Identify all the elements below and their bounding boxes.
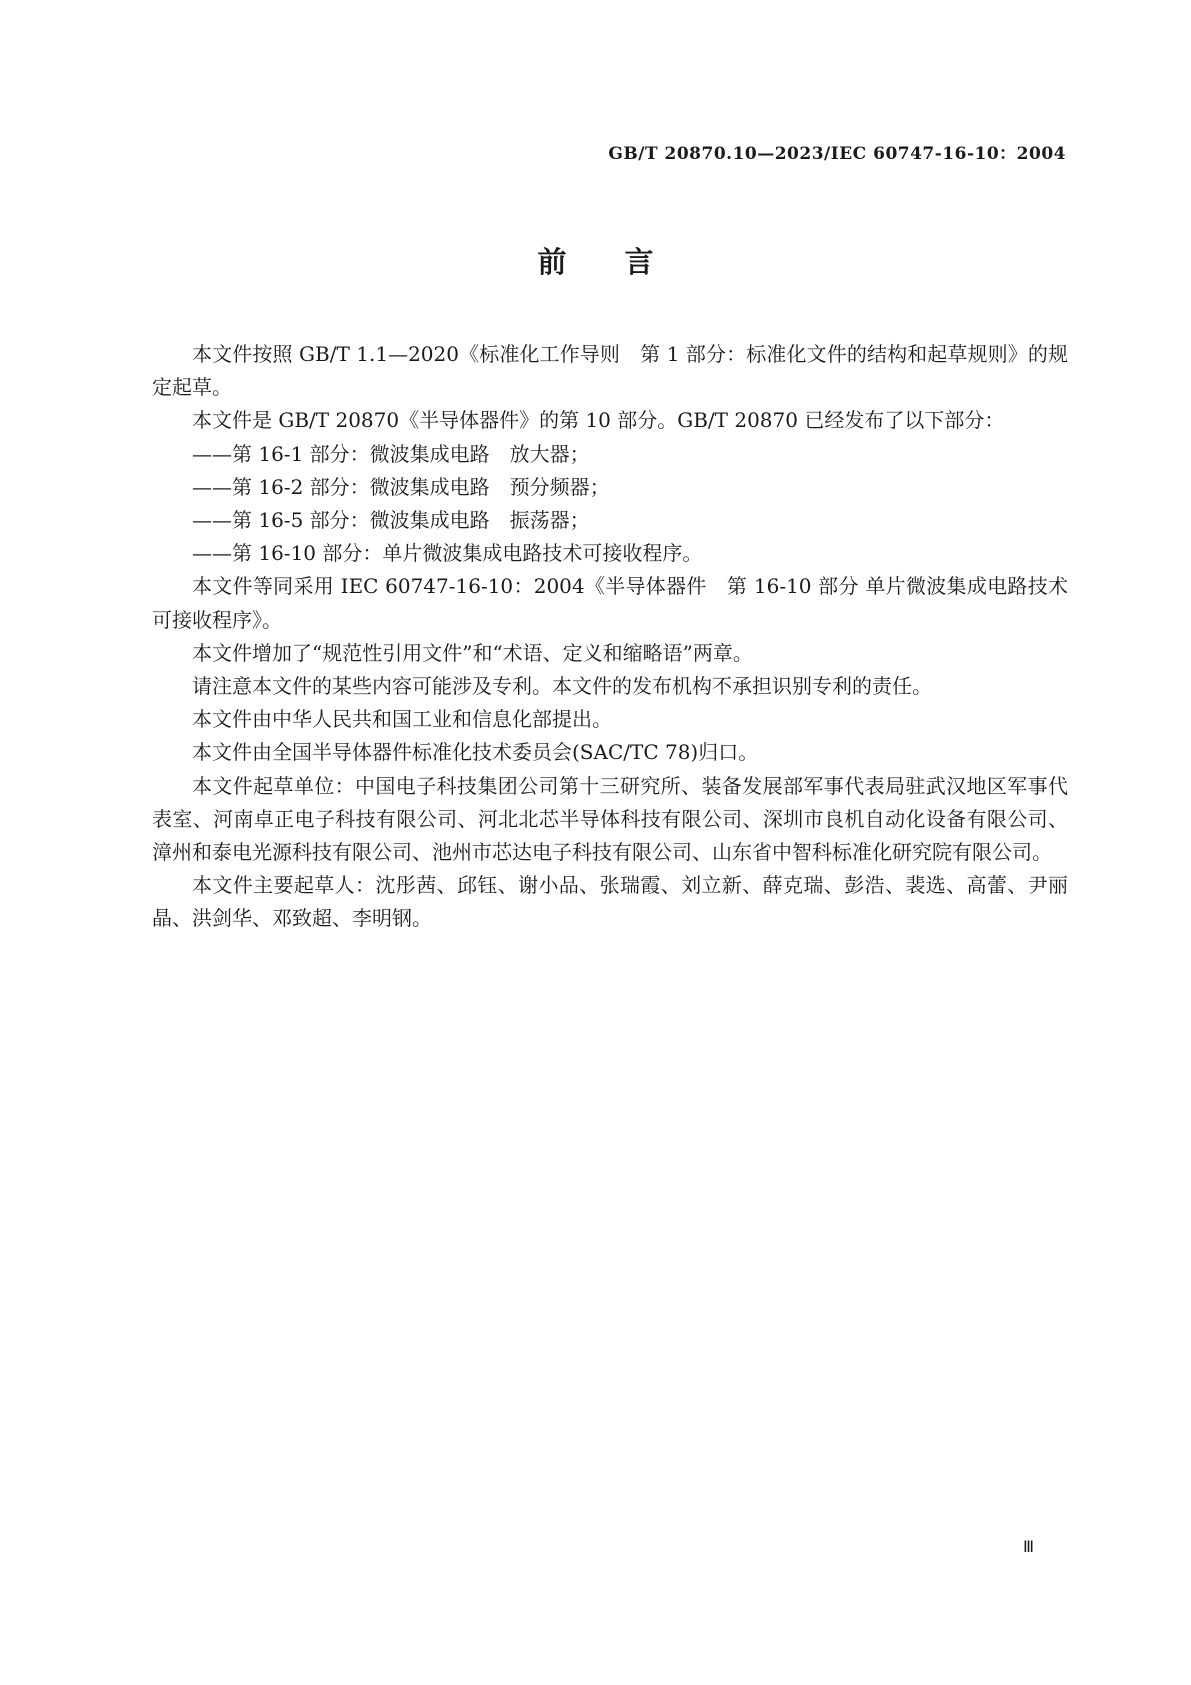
list-item-part-16-10: ——第 16-10 部分：单片微波集成电路技术可接收程序。 (192, 541, 703, 566)
page-title: 前言 (537, 245, 712, 279)
paragraph-patent-notice: 请注意本文件的某些内容可能涉及专利。本文件的发布机构不承担识别专利的责任。 (192, 674, 932, 699)
list-item-part-16-2: ——第 16-2 部分：微波集成电路 预分频器； (192, 474, 610, 499)
paragraph-drafters: 本文件主要起草人：沈彤茜、邱钰、谢小品、张瑞霞、刘立新、薛克瑞、彭浩、裴选、高蕾、尹丽晶、洪剑华、邓致超、李明钢。 (152, 873, 1068, 931)
document-code: GB/T 20870.10—2023/IEC 60747-16-10：2004 (608, 144, 1066, 164)
page-number: Ⅲ (1022, 1539, 1034, 1556)
paragraph-added-chapters: 本文件增加了“规范性引用文件”和“术语、定义和缩略语”两章。 (192, 640, 753, 665)
paragraph-proposer: 本文件由中华人民共和国工业和信息化部提出。 (192, 707, 612, 732)
paragraph-series-intro: 本文件是 GB/T 20870《半导体器件》的第 10 部分。GB/T 20870 已经发布了以下部分： (192, 408, 1005, 433)
list-item-part-16-5: ——第 16-5 部分：微波集成电路 振荡器； (192, 508, 590, 533)
list-item-part-16-1: ——第 16-1 部分：微波集成电路 放大器； (192, 441, 590, 466)
paragraph-committee: 本文件由全国半导体器件标准化技术委员会(SAC/TC 78)归口。 (192, 740, 759, 765)
foreword-body (152, 338, 1068, 936)
paragraph-drafting-rules: 本文件按照 GB/T 1.1—2020《标准化工作导则 第 1 部分：标准化文件的结构和起草规则》的规定起草。 (152, 342, 1068, 400)
paragraph-drafting-units: 本文件起草单位：中国电子科技集团公司第十三研究所、装备发展部军事代表局驻武汉地区军事代表室、河南卓正电子科技有限公司、河北北芯半导体科技有限公司、深圳市良机自动化设备有限公司、漳州和泰电光源科技有限公司、池州市芯达电子科技有限公司、山东省中智科标准化研究院有限公司。 (152, 773, 1068, 865)
paragraph-iec-adoption: 本文件等同采用 IEC 60747-16-10：2004《半导体器件 第 16-10 部分 单片微波集成电路技术可接收程序》。 (152, 574, 1068, 632)
